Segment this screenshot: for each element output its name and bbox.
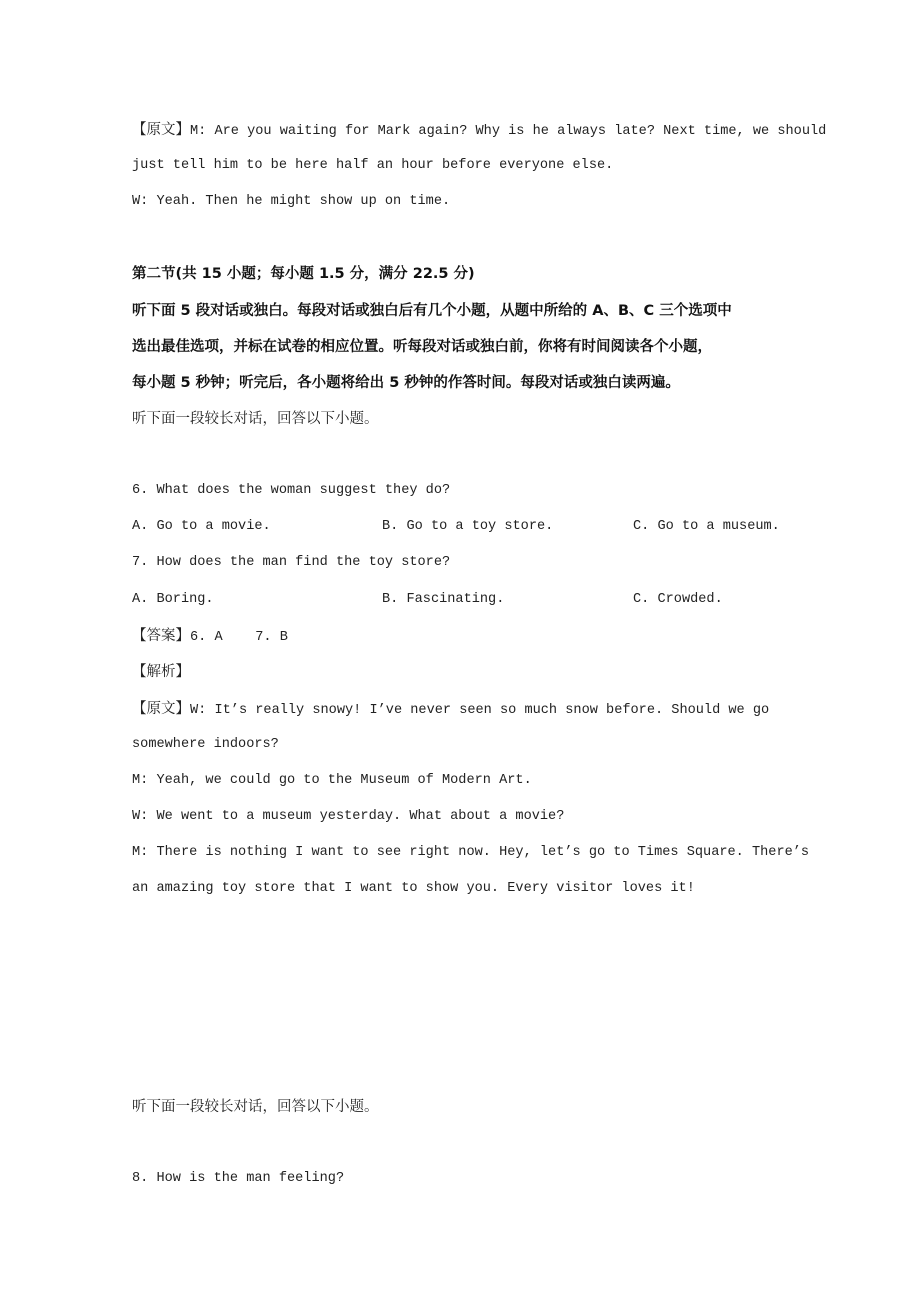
instruction-line: 听下面 5 段对话或独白。每段对话或独白后有几个小题，从题中所给的 A、B、C 三个选项中: [132, 303, 732, 319]
instruction-line: 每小题 5 秒钟；听完后，各小题将给出 5 秒钟的作答时间。每段对话或独白读两遍。: [132, 375, 680, 391]
answer-value: 6. A 7. B: [190, 630, 288, 645]
analysis-tag: 【解析】: [132, 664, 190, 680]
option-a: A. Boring.: [132, 592, 214, 607]
section-prompt: 听下面一段较长对话，回答以下小题。: [132, 411, 379, 427]
transcript-line: [132, 120, 826, 142]
transcript-text: W: It’s really snowy! I’ve never seen so much snow before. Should we go: [190, 703, 770, 718]
section-heading: 第二节(共 15 小题；每小题 1.5 分，满分 22.5 分): [132, 266, 475, 282]
transcript-line: M: There is nothing I want to see right now. Hey, let’s go to Times Square. There’s: [132, 845, 810, 860]
transcript-line: W: Yeah. Then he might show up on time.: [132, 194, 451, 209]
transcript-line: just tell him to be here half an hour before everyone else.: [132, 158, 614, 173]
transcript-tag: 【原文】: [132, 122, 190, 138]
transcript-text: M: Are you waiting for Mark again? Why is he always late? Next time, we should: [190, 124, 827, 139]
section-prompt: 听下面一段较长对话，回答以下小题。: [132, 1099, 379, 1115]
transcript-line: somewhere indoors?: [132, 737, 279, 752]
answer-line: [132, 626, 288, 648]
transcript-line: [132, 699, 769, 721]
question-6: 6. What does the woman suggest they do?: [132, 483, 451, 498]
transcript-line: W: We went to a museum yesterday. What about a movie?: [132, 809, 565, 824]
option-c: C. Go to a museum.: [633, 519, 780, 534]
option-b: B. Fascinating.: [382, 592, 505, 607]
instruction-line: 选出最佳选项，并标在试卷的相应位置。听每段对话或独白前，你将有时间阅读各个小题，: [132, 339, 712, 355]
option-b: B. Go to a toy store.: [382, 519, 554, 534]
question-8: 8. How is the man feeling?: [132, 1171, 345, 1186]
transcript-line: an amazing toy store that I want to show you. Every visitor loves it!: [132, 881, 695, 896]
transcript-line: M: Yeah, we could go to the Museum of Modern Art.: [132, 773, 532, 788]
option-c: C. Crowded.: [633, 592, 723, 607]
option-a: A. Go to a movie.: [132, 519, 271, 534]
answer-tag: 【答案】: [132, 628, 190, 644]
question-7: 7. How does the man find the toy store?: [132, 555, 451, 570]
transcript-tag: 【原文】: [132, 701, 190, 717]
